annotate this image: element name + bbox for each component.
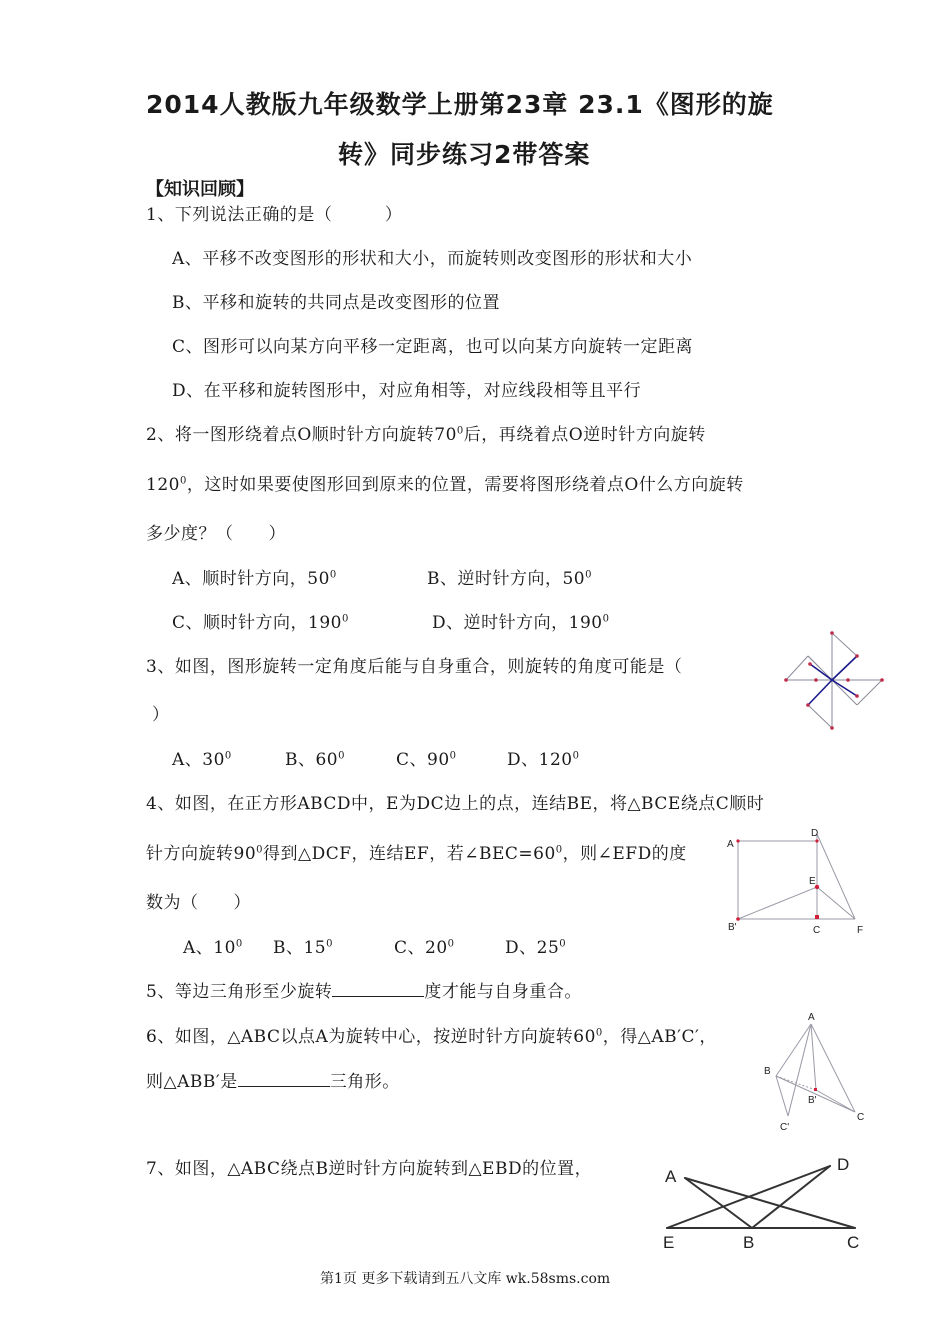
label-E: E — [809, 876, 816, 887]
q5-line: 5、等边三角形至少旋转 度才能与自身重合。 — [146, 982, 582, 1002]
q3-line2: ） — [152, 705, 170, 725]
pinwheel-point — [855, 654, 859, 658]
q4-square-figure — [722, 824, 870, 940]
label-A: A — [727, 839, 734, 850]
label-C: C — [813, 925, 821, 936]
q2-option-c: C、顺时针方向，$190^0$ — [172, 613, 349, 633]
page-footer: 第1页 更多下载请到五八文库 wk.58sms.com — [320, 1271, 611, 1287]
pinwheel-point — [808, 662, 812, 666]
q1-option-d: D、在平移和旋转图形中，对应角相等，对应线段相等且平行 — [172, 381, 642, 401]
q4-point — [736, 839, 739, 842]
pinwheel-point — [806, 703, 810, 707]
q2-option-d: D、逆时针方向，$190^0$ — [432, 613, 610, 633]
q3-option-b: B、$60^0$ — [285, 750, 345, 770]
label-B-prime: B' — [808, 1095, 817, 1106]
pinwheel-blade — [808, 680, 832, 705]
q2-option-a: A、顺时针方向，$50^0$ — [172, 569, 337, 589]
label-C: C — [857, 1112, 865, 1123]
pinwheel-edge — [808, 705, 832, 728]
pinwheel-point — [880, 678, 884, 682]
pinwheel-blade — [832, 680, 857, 696]
q3-option-a: A、$30^0$ — [172, 750, 232, 770]
label-B: B — [743, 1233, 755, 1252]
q4-option-a: A、$10^0$ — [183, 938, 243, 958]
pinwheel-edge — [786, 656, 808, 680]
q4-point — [815, 839, 818, 842]
q6-line1: 6、如图，△ABC以点A为旋转中心，按逆时针方向旋转$60^0$，得△AB′C′， — [146, 1027, 717, 1047]
q5-blank[interactable] — [332, 980, 424, 997]
label-C: C — [847, 1233, 860, 1252]
q4-option-c: C、$20^0$ — [394, 938, 455, 958]
q4-line3: 数为（ ） — [146, 893, 251, 913]
label-A: A — [665, 1167, 677, 1186]
q3-option-c: C、$90^0$ — [396, 750, 457, 770]
pinwheel-edge — [832, 633, 857, 656]
q4-option-d: D、$25^0$ — [505, 938, 567, 958]
q1-option-a: A、平移不改变图形的形状和大小，而旋转则改变图形的形状和大小 — [172, 249, 693, 269]
page-title-line1: 2014人教版九年级数学上册第23章 23.1《图形的旋 — [146, 90, 774, 119]
q4-option-b: B、$15^0$ — [273, 938, 333, 958]
q2-line3: 多少度？（ ） — [146, 524, 286, 544]
q4-line1: 4、如图，在正方形ABCD中，E为DC边上的点，连结BE，将△BCE绕点C顺时 — [146, 794, 765, 814]
label-E: E — [663, 1233, 675, 1252]
q1-option-c: C、图形可以向某方向平移一定距离，也可以向某方向旋转一定距离 — [172, 337, 694, 357]
q2-line2: $120^0$，这时如果要使图形回到原来的位置，需要将图形绕着点O什么方向旋转 — [146, 475, 744, 495]
pinwheel-blade — [810, 664, 832, 680]
q6-point — [814, 1088, 817, 1091]
pinwheel-point — [784, 678, 788, 682]
q6-blank[interactable] — [238, 1070, 330, 1087]
q6-rotation-figure — [760, 1010, 870, 1132]
pinwheel-point — [855, 694, 859, 698]
label-D: D — [811, 828, 819, 839]
pinwheel-point — [814, 678, 818, 682]
label-D: D — [837, 1155, 850, 1174]
pinwheel-point — [846, 678, 850, 682]
label-F: F — [857, 925, 864, 936]
q2-line1: 2、将一图形绕着点O顺时针方向旋转$70^0$后，再绕着点O逆时针方向旋转 — [146, 425, 706, 445]
pinwheel-edge — [832, 680, 857, 705]
q4-point — [815, 915, 819, 919]
pinwheel-point — [830, 726, 834, 730]
q7-line1: 7、如图，△ABC绕点B逆时针方向旋转到△EBD的位置， — [146, 1159, 593, 1179]
q6-line2: 则△ABB′是 三角形。 — [146, 1072, 400, 1092]
q1-stem: 1、下列说法正确的是（ ） — [146, 205, 403, 225]
q1-option-b: B、平移和旋转的共同点是改变图形的位置 — [172, 293, 500, 313]
label-A: A — [808, 1012, 815, 1023]
q4-line2: 针方向旋转$90^0$得到△DCF，连结EF，若$\angle BEC=60^0$，则∠EFD的度 — [146, 844, 687, 864]
page-title-line2: 转》同步练习2带答案 — [338, 140, 591, 169]
q2-option-b: B、逆时针方向，$50^0$ — [427, 569, 592, 589]
section-heading: 【知识回顾】 — [146, 179, 254, 200]
q3-line1: 3、如图，图形旋转一定角度后能与自身重合，则旋转的角度可能是（ — [146, 657, 683, 677]
label-B: B — [764, 1066, 771, 1077]
pinwheel-edge — [857, 680, 882, 705]
pinwheel-blade — [832, 656, 857, 680]
q3-option-d: D、$120^0$ — [507, 750, 580, 770]
pinwheel-point — [830, 631, 834, 635]
label-B: B' — [728, 922, 737, 933]
label-C-prime: C' — [780, 1122, 790, 1132]
q7-rotation-figure — [655, 1148, 875, 1254]
q4-point — [736, 917, 740, 921]
q3-pinwheel-figure — [780, 628, 890, 734]
